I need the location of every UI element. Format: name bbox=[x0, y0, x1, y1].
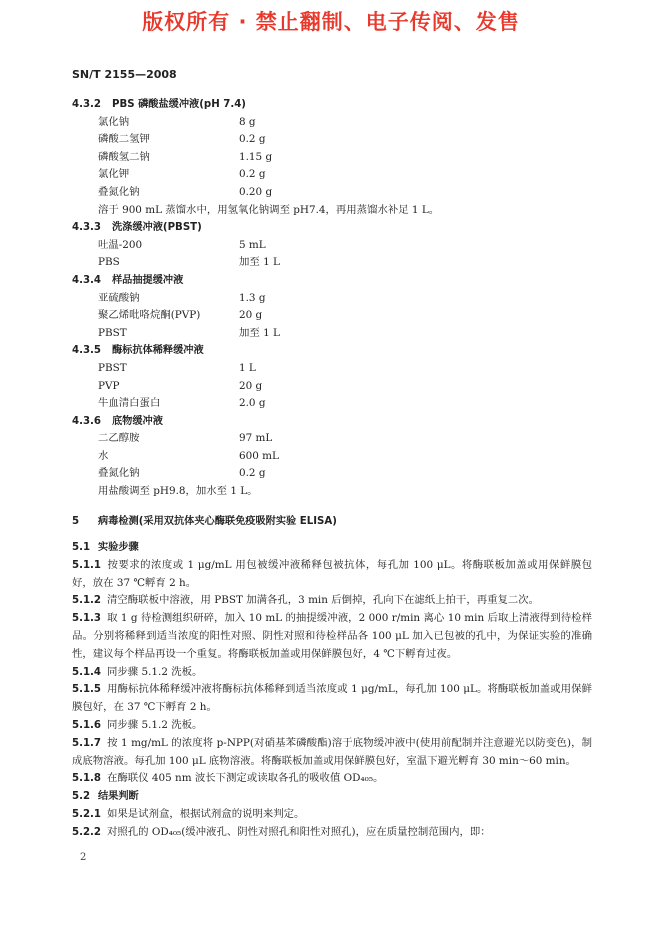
reagent-row: 聚乙烯吡咯烷酮(PVP) 20 g bbox=[98, 309, 263, 322]
reagent-row: 氯化钠 8 g bbox=[98, 115, 256, 128]
step-paragraph: 5.1.8 在酶联仪 405 nm 波长下测定或读取各孔的吸收值 OD₄₀₅。 bbox=[72, 772, 384, 785]
reagent-row: 磷酸氢二钠 1.15 g bbox=[98, 150, 273, 163]
section-heading: 5 病毒检测(采用双抗体夹心酶联免疫吸附实验 ELISA) bbox=[72, 515, 337, 527]
subsection-heading: 5.2 结果判断 bbox=[72, 791, 139, 803]
reagent-row: 磷酸二氢钾 0.2 g bbox=[98, 133, 266, 146]
copyright-watermark: 版权所有 · 禁止翻制、电子传阅、发售 bbox=[142, 10, 520, 34]
reagent-row: PBST 加至 1 L bbox=[98, 326, 280, 339]
result-paragraph: 5.2.1 如果是试剂盒，根据试剂盒的说明来判定。 bbox=[72, 807, 305, 820]
standard-code: SN/T 2155—2008 bbox=[72, 68, 177, 81]
step-paragraph: 5.1.4 同步骤 5.1.2 洗板。 bbox=[72, 665, 203, 678]
result-paragraph: 5.2.2 对照孔的 OD₄₀₅(缓冲液孔、阴性对照孔和阳性对照孔)，应在质量控制范围内，即： bbox=[72, 825, 491, 838]
buffer-heading: 4.3.4 样品抽提缓冲液 bbox=[72, 274, 184, 286]
buffer-note: 溶于 900 mL 蒸馏水中，用氢氧化钠调至 pH7.4，再用蒸馏水补足 1 L。 bbox=[98, 203, 440, 216]
step-paragraph: 5.1.6 同步骤 5.1.2 洗板。 bbox=[72, 719, 203, 732]
buffer-heading: 4.3.5 酶标抗体稀释缓冲液 bbox=[72, 345, 204, 357]
reagent-row: 氯化钾 0.2 g bbox=[98, 168, 266, 181]
buffer-heading: 4.3.6 底物缓冲液 bbox=[72, 415, 163, 427]
step-paragraph: 5.1.2 清空酶联板中溶液，用 PBST 加满各孔，3 min 后倒掉，孔向下在滤纸上拍干，再重复二次。 bbox=[72, 594, 540, 607]
document-body bbox=[72, 96, 592, 841]
reagent-row: PBS 加至 1 L bbox=[98, 256, 280, 269]
reagent-row: PBST 1 L bbox=[98, 361, 256, 374]
step-paragraph: 5.1.7 按 1 mg/mL 的浓度将 p-NPP(对硝基苯磷酸酯)溶于底物缓冲液中(使用前配制并注意避光以防变色)，制成底物溶液。每孔加 100 μL 底物溶液。将酶联板加盖或用保鲜膜包好，室温下避光孵育 30 min～60 min。 bbox=[72, 736, 592, 767]
page-number: 2 bbox=[80, 852, 87, 863]
reagent-row: 吐温-200 5 mL bbox=[98, 238, 266, 251]
buffer-heading: 4.3.2 PBS 磷酸盐缓冲液(pH 7.4) bbox=[72, 99, 246, 110]
step-paragraph: 5.1.3 取 1 g 待检测组织研碎，加入 10 mL 的抽提缓冲液，2 000 r/min 离心 10 min 后取上清液得到待检样品。分别将稀释到适当浓度的阳性对照、阴性对照和待检样品各 100 μL 加入已包被的孔中，为保证实验的准确性，建议每个样品再设一个重复。将酶联板加盖或用保鲜膜包好，4 ℃下孵育过夜。 bbox=[72, 612, 592, 660]
reagent-row: 二乙醇胺 97 mL bbox=[98, 432, 273, 445]
reagent-row: 叠氮化钠 0.20 g bbox=[98, 185, 273, 198]
reagent-row: 水 600 mL bbox=[98, 449, 279, 462]
step-paragraph: 5.1.1 按要求的浓度或 1 μg/mL 用包被缓冲液稀释包被抗体，每孔加 100 μL。将酶联板加盖或用保鲜膜包好，放在 37 ℃孵育 2 h。 bbox=[72, 558, 592, 589]
step-paragraph: 5.1.5 用酶标抗体稀释缓冲液将酶标抗体稀释到适当浓度或 1 μg/mL，每孔加 100 μL。将酶联板加盖或用保鲜膜包好，在 37 ℃下孵育 2 h。 bbox=[72, 683, 592, 714]
buffer-note: 用盐酸调至 pH9.8，加水至 1 L。 bbox=[98, 485, 258, 498]
subsection-heading: 5.1 实验步骤 bbox=[72, 542, 139, 554]
reagent-row: 牛血清白蛋白 2.0 g bbox=[98, 397, 266, 410]
buffer-heading: 4.3.3 洗涤缓冲液(PBST) bbox=[72, 222, 202, 234]
reagent-row: 叠氮化钠 0.2 g bbox=[98, 467, 266, 480]
reagent-row: 亚硫酸钠 1.3 g bbox=[98, 291, 266, 304]
reagent-row: PVP 20 g bbox=[98, 379, 263, 392]
